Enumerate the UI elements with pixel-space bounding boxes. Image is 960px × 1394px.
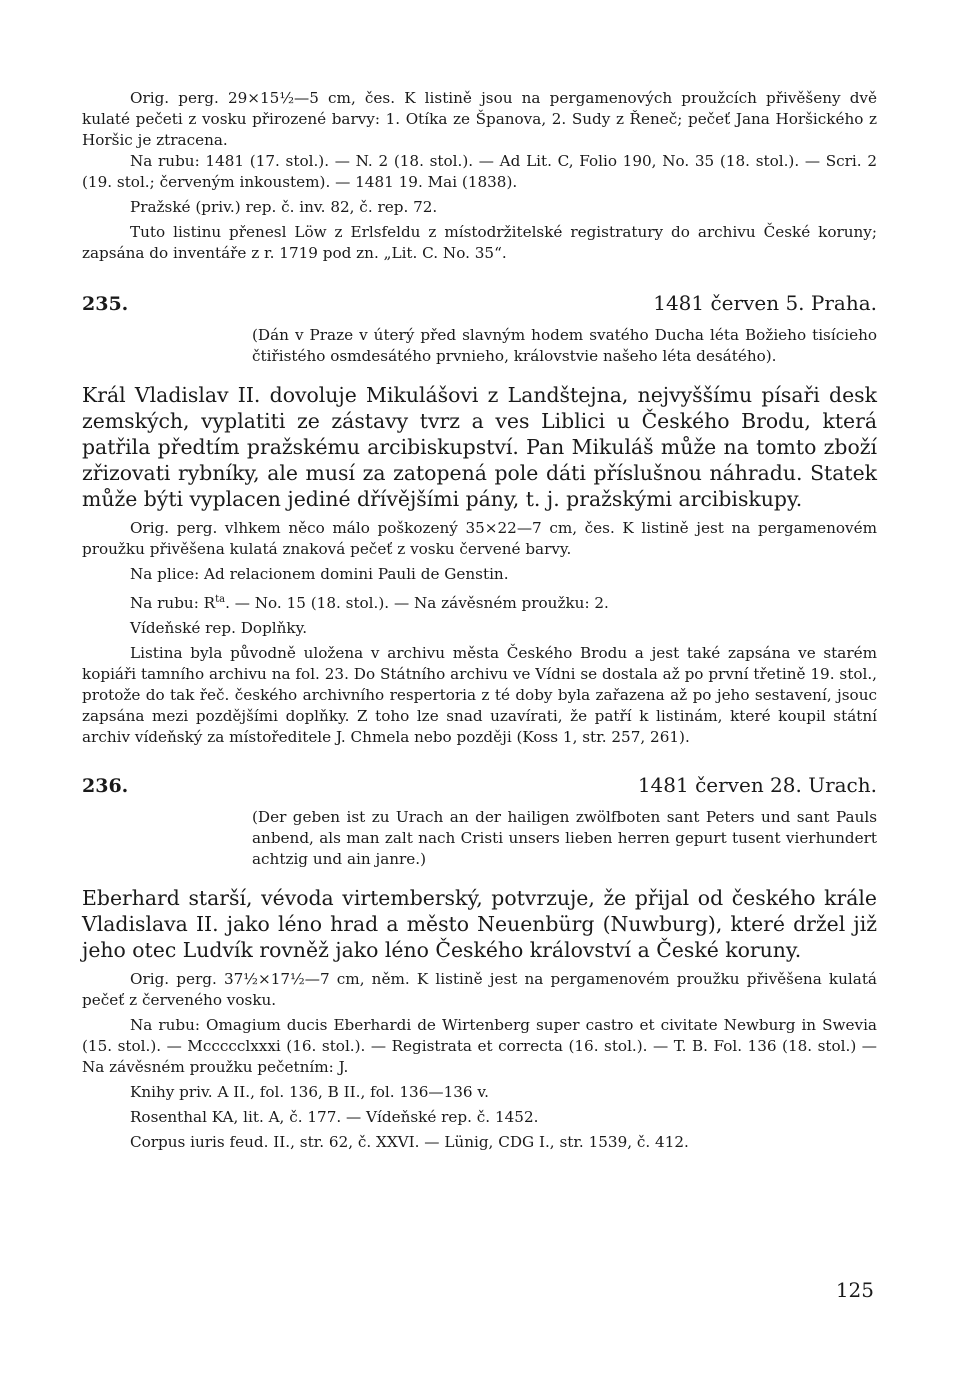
entry-236-copies-note: Knihy priv. A II., fol. 136, B II., fol. 136—136 v. [130,1083,489,1102]
entry-235-number: 235. [82,293,129,315]
page-number: 125 [835,1278,874,1302]
provenance-note-prev: Tuto listinu přenesl Löw z Erlsfeldu z místodržitelské registratury do archivu České koruny; zapsána do inventáře z r. 1719 pod zn. „Lit. C. No. 35“. [82,223,877,262]
document-page [82,88,877,1153]
entry-235-orig-description: Orig. perg. vlhkem něco málo poškozený 35×22—7 cm, čes. K listině jest na pergamenovém proužku přivěšena kulatá znaková pečeť z vosku červené barvy. [82,519,877,559]
entry-235-header [82,290,877,317]
entry-236-header [82,772,877,799]
entry-236-dorsal-note: Na rubu: Omagium ducis Eberhardi de Wirtenberg super castro et civitate Newburg in Swevia (15. stol.). — Mccccclxxxi (16. stol.). — Registrata et correcta (16. stol.). — T. B. Fol. 136 (18. stol.) — Na závěsném proužku pečetním: J. [82,1016,877,1077]
orig-description-prev: Orig. perg. 29×15½—5 cm, čes. K listině jsou na pergamenových proužcích přivěšeny dvě kulaté pečeti z vosku přirozené barvy: 1. Otíka ze Španova, 2. Sudy z Řeneč; pečeť Jana Horšického z Horšic je ztracena. [82,89,877,149]
dorsal-note-prev: Na rubu: 1481 (17. stol.). — N. 2 (18. stol.). — Ad Lit. C, Folio 190, No. 35 (18. stol.). — Scri. 2 (19. stol.; červeným inkoustem). — 1481 19. Mai (1838). [82,152,877,191]
entry-236-number: 236. [82,775,129,798]
entry-236-literature-note: Corpus iuris feud. II., str. 62, č. XXVI. — Lünig, CDG I., str. 1539, č. 412. [130,1133,689,1152]
entry-235-summary: Král Vladislav II. dovoluje Mikulášovi z Landštejna, nejvyššímu písaři desk zemských, vyplatiti ze zástavy tvrz a ves Liblici u Českého Brodu, která patřila předtím pražskému arcibiskupství. Pan Mikuláš může na tomto zboží zřizovati rybníky, ale musí za zatopená pole dáti příslušnou náhradu. Statek může býti vyplacen jediné dřívějšími pány, t. j. pražskými arcibiskupy. [82,383,877,512]
entry-235-provenance-note: Listina byla původně uložena v archivu města Českého Brodu a jest také zapsána ve starém kopiáři tamního archivu na fol. 23. Do Státního archivu ve Vídni se dostala až po první třetině 19. stol., protože do tak řeč. českého archivního respertoria z té doby byla zařazena až po jeho sestavení, jsouc zapsána mezi pozdějšími doplňky. Z toho lze snad uzavírati, že patří k listinám, které koupil státní archiv vídeňský za místoředitele J. Chmela nebo později (Koss 1, str. 257, 261). [82,644,877,747]
entry-235-date: 1481 červen 5. Praha. [653,291,877,315]
entry-236-orig-description: Orig. perg. 37½×17½—7 cm, něm. K listině jest na pergamenovém proužku přivěšena kulatá pečeť z červeného vosku. [82,970,877,1010]
entry-236-date: 1481 červen 28. Urach. [637,773,877,798]
entry-236-summary: Eberhard starší, vévoda virtemberský, potvrzuje, že přijal od českého krále Vladislava II. jako léno hrad a město Neuenbürg (Nuwburg), které držel již jeho otec Ludvík rovněž jako léno Českého království a České koruny. [82,886,877,963]
repertory-note-prev: Pražské (priv.) rep. č. inv. 82, č. rep. 72. [130,198,438,216]
entry-235-dating-note: (Dán v Praze v úterý před slavným hodem svatého Ducha léta Božieho tisícieho čtiřistého osmdesátého prvnieho, královstvie našeho léta desátého). [252,326,877,365]
entry-235-repertory-note: Vídeňské rep. Doplňky. [130,619,308,638]
entry-236-repertory-note: Rosenthal KA, lit. A, č. 177. — Vídeňské rep. č. 1452. [130,1108,539,1127]
entry-235-dorsal-note: Na rubu: $R^{ta}$. — No. 15 (18. stol.). — Na závěsném proužku: 2. [130,594,609,613]
entry-236-dating-note: (Der geben ist zu Urach an der hailigen zwölfboten sant Peters und sant Pauls anbend, als man zalt nach Cristi unsers lieben herren gepurt tusent vierhundert achtzig und ain janre.) [252,808,877,869]
entry-235-plica-note: Na plice: Ad relacionem domini Pauli de Genstin. [130,565,509,584]
